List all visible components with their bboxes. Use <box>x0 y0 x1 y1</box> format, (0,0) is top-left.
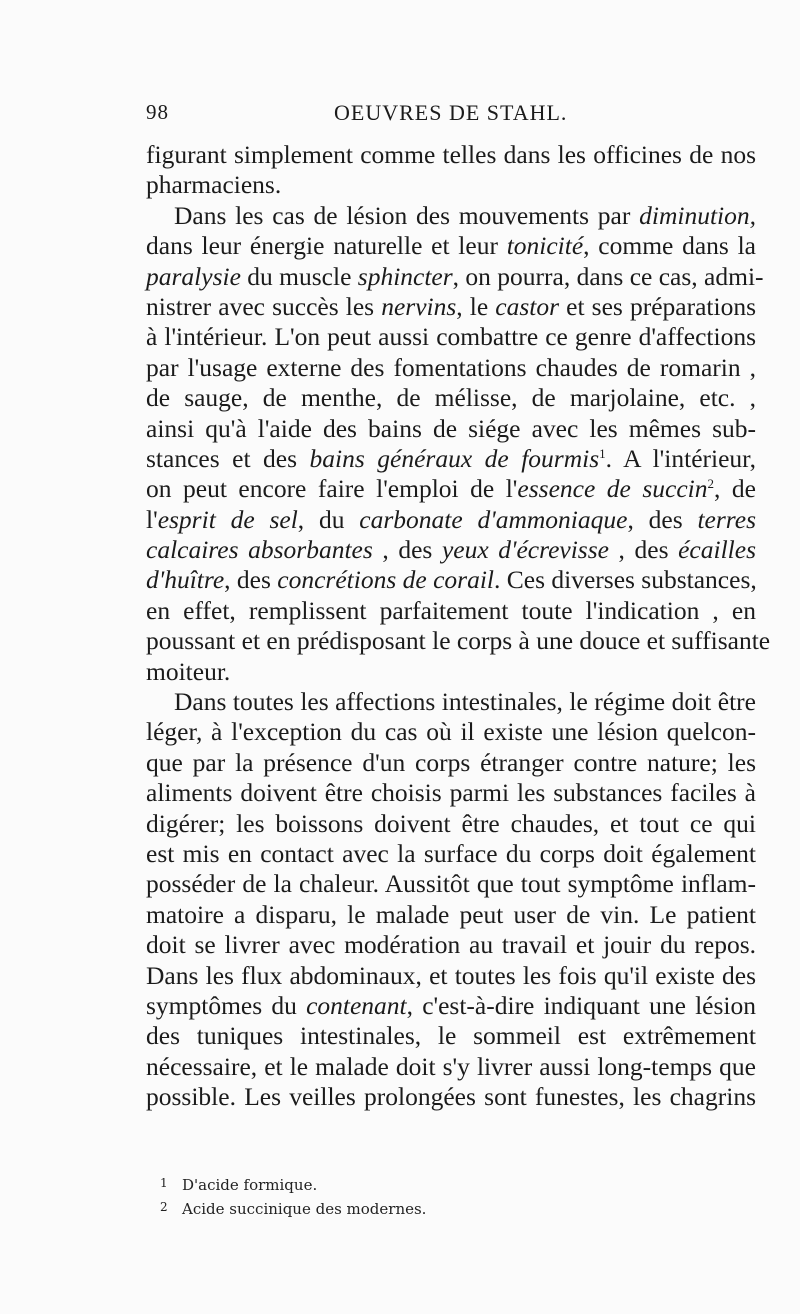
footnote-text: Acide succinique des modernes. <box>182 1200 427 1218</box>
text-line <box>146 414 756 444</box>
text-segment: aliments doivent être choisis parmi les substances faciles à <box>146 778 756 808</box>
text-line <box>146 474 756 504</box>
italic-term: carbonate d'ammoniaque <box>359 504 628 534</box>
text-segment: et ses préparations <box>559 291 756 321</box>
text-line <box>146 505 756 535</box>
text-line <box>146 687 756 717</box>
text-segment: ainsi qu'à l'aide des bains de siége avec les mêmes sub- <box>146 413 756 443</box>
text-segment: , des <box>608 535 679 565</box>
text-segment: matoire a disparu, le malade peut user de vin. Le patient <box>146 899 756 929</box>
text-line <box>146 261 764 292</box>
text-line <box>146 535 756 565</box>
italic-term: contenant <box>306 990 407 1020</box>
text-line <box>146 231 756 261</box>
text-segment: , des <box>372 535 442 565</box>
text-segment: , des <box>224 565 278 595</box>
italic-term: calcaires absorbantes <box>146 535 373 565</box>
footnote-ref: 1 <box>599 445 606 461</box>
text-segment: , on pourra, dans ce cas, admi- <box>452 261 764 291</box>
text-segment: , comme dans la <box>583 231 756 261</box>
text-segment: dans leur énergie naturelle et leur <box>146 231 507 261</box>
text-line <box>146 778 756 808</box>
text-line <box>146 900 756 930</box>
text-segment: nécessaire, et le malade doit s'y livrer aussi long-temps que <box>146 1051 756 1081</box>
text-segment: possible. Les veilles prolongées sont funestes, les chagrins <box>146 1082 756 1112</box>
text-line <box>146 717 756 747</box>
text-segment: à l'intérieur. L'on peut aussi combattre ce genre d'affections <box>146 322 756 352</box>
italic-term: castor <box>495 291 560 321</box>
text-segment: Dans toutes les affections intestinales, le régime doit être <box>174 687 756 717</box>
italic-term: écailles <box>678 535 756 565</box>
text-segment: stances et des <box>146 443 310 473</box>
italic-term: sphincter <box>357 261 453 291</box>
text-segment: , c'est-à-dire indiquant une lésion <box>406 990 756 1020</box>
text-line <box>146 292 756 322</box>
text-line <box>146 140 756 170</box>
text-segment: est mis en contact avec la surface du corps doit également <box>146 838 756 868</box>
italic-term: tonicité <box>506 231 584 261</box>
italic-term: diminution, <box>639 200 756 230</box>
text-line <box>146 444 756 474</box>
text-segment: Dans les flux abdominaux, et toutes les fois qu'il existe des <box>146 960 756 990</box>
text-segment: pharmaciens. <box>146 170 282 200</box>
text-line <box>146 322 756 352</box>
text-segment: Dans les cas de lésion des mouvements par <box>174 200 640 230</box>
text-segment: en effet, remplissent parfaitement toute l'indication , en <box>146 595 756 625</box>
footnote-ref: 2 <box>707 476 715 492</box>
text-segment: doit se livrer avec modération au travail et jouir du repos. <box>146 930 756 960</box>
text-line <box>146 809 756 839</box>
text-line <box>146 1021 756 1051</box>
text-segment: . Ces diverses substances, <box>494 565 757 595</box>
text-line <box>146 201 756 231</box>
text-segment: , le <box>456 291 496 321</box>
page-number: 98 <box>146 100 169 124</box>
text-line <box>146 1082 756 1112</box>
page-header <box>146 100 756 132</box>
italic-term: bains généraux de fourmis <box>309 443 600 473</box>
footnote <box>160 1172 720 1196</box>
text-line <box>146 657 756 687</box>
text-segment: par l'usage externe des fomentations chaudes de romarin , <box>146 352 756 382</box>
text-line <box>146 991 756 1021</box>
text-line <box>146 961 756 991</box>
italic-term: d'huître <box>146 565 225 595</box>
text-segment: des tuniques intestinales, le sommeil est extrêmement <box>146 1021 756 1051</box>
text-line <box>146 869 756 899</box>
text-segment: figurant simplement comme telles dans les officines de nos <box>146 140 756 169</box>
footnote-text: D'acide formique. <box>182 1176 318 1194</box>
italic-term: terres <box>697 504 756 534</box>
running-title: OEUVRES DE STAHL. <box>334 100 568 125</box>
text-segment: , des <box>627 504 698 534</box>
text-segment: . A l'intérieur, <box>605 443 757 473</box>
text-segment: l' <box>146 504 158 534</box>
footnote-mark: 2 <box>160 1200 168 1214</box>
italic-term: esprit de sel <box>157 504 298 534</box>
text-segment: moiteur. <box>146 656 231 686</box>
italic-term: nervins <box>381 291 457 321</box>
text-segment: on peut encore faire l'emploi de l' <box>146 474 518 504</box>
italic-term: yeux d'écrevisse <box>441 535 609 565</box>
text-line <box>146 748 756 778</box>
text-segment: nistrer avec succès les <box>146 291 382 321</box>
text-segment: , de <box>714 474 756 504</box>
text-segment: digérer; les boissons doivent être chaudes, et tout ce qui <box>146 808 756 838</box>
text-segment: de sauge, de menthe, de mélisse, de marjolaine, etc. , <box>146 383 756 413</box>
text-line <box>146 565 756 595</box>
footnotes <box>160 1172 720 1220</box>
text-line <box>146 930 756 960</box>
text-line <box>146 626 771 656</box>
text-segment: symptômes du <box>146 990 307 1020</box>
text-segment: que par la présence d'un corps étranger contre nature; les <box>146 747 756 777</box>
text-segment: poussant et en prédisposant le corps à une douce et suffisante <box>146 626 771 656</box>
footnote <box>160 1196 720 1220</box>
text-line <box>146 170 756 200</box>
footnote-mark: 1 <box>160 1176 168 1190</box>
text-line <box>146 353 756 383</box>
text-line <box>146 383 756 413</box>
text-segment: posséder de la chaleur. Aussitôt que tout symptôme inflam- <box>146 869 756 899</box>
text-segment: du muscle <box>240 261 358 291</box>
italic-term: concrétions de corail <box>277 565 494 595</box>
italic-term: essence de succin <box>517 474 708 504</box>
italic-term: paralysie <box>146 261 241 291</box>
body-text <box>146 140 771 1113</box>
text-segment: léger, à l'exception du cas où il existe une lésion quelcon- <box>146 717 756 747</box>
text-segment: , du <box>297 504 360 534</box>
text-line <box>146 839 756 869</box>
text-line <box>146 596 756 626</box>
text-line <box>146 1052 756 1082</box>
